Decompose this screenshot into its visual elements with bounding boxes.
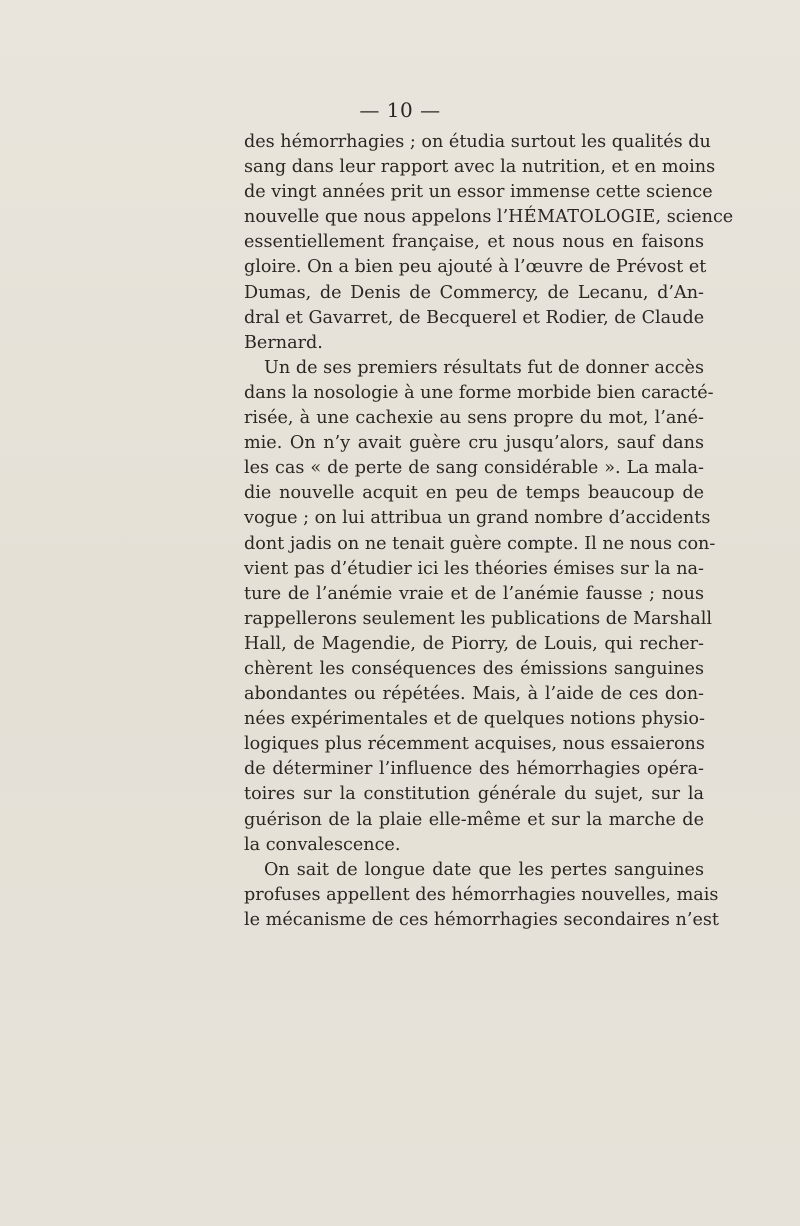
- text-line: dont jadis on ne tenait guère compte. Il ne nous con-: [244, 533, 716, 554]
- text-line: nées expérimentales et de quelques notions physio-: [244, 709, 705, 730]
- text-line: Hall, de Magendie, de Piorry, de Louis, qui recher-: [244, 633, 704, 654]
- text-line: vogue ; on lui attribua un grand nombre d’accidents: [244, 508, 711, 529]
- text-line: Dumas, de Denis de Commercy, de Lecanu, d’An-: [244, 282, 704, 303]
- text-line: de vingt années prit un essor immense cette science: [244, 182, 713, 203]
- page-number: — 10 —: [359, 98, 441, 122]
- text-line: abondantes ou répétées. Mais, à l’aide de ces don-: [244, 684, 704, 705]
- text-line: logiques plus récemment acquises, nous essaierons: [244, 734, 705, 755]
- text-line: vient pas d’étudier ici les théories émises sur la na-: [244, 558, 704, 579]
- text-line: die nouvelle acquit en peu de temps beaucoup de: [244, 483, 704, 504]
- body-text: [244, 130, 734, 933]
- text-line: ture de l’anémie vraie et de l’anémie fausse ; nous: [244, 583, 704, 604]
- text-line: dans la nosologie à une forme morbide bien caracté-: [244, 382, 714, 403]
- text-line: sang dans leur rapport avec la nutrition, et en moins: [244, 157, 716, 178]
- text-fragment: nouvelle que nous appelons l’: [244, 207, 509, 228]
- text-line: dral et Gavarret, de Becquerel et Rodier, de Claude: [244, 307, 705, 328]
- term-hematologie: HÉMATOLOGIE: [508, 207, 656, 228]
- text-line: le mécanisme de ces hémorrhagies secondaires n’est: [244, 909, 719, 930]
- text-line: Bernard.: [244, 332, 323, 353]
- paragraph-start: Un de ses premiers résultats fut de donner accès: [264, 357, 704, 378]
- text-line: guérison de la plaie elle-même et sur la marche de: [244, 809, 704, 830]
- text-line-hematologie: [244, 205, 734, 230]
- text-line: profuses appellent des hémorrhagies nouvelles, mais: [244, 884, 719, 905]
- text-line: toires sur la constitution générale du sujet, sur la: [244, 784, 704, 805]
- text-line: la convalescence.: [244, 834, 401, 855]
- paragraph-start: On sait de longue date que les pertes sanguines: [264, 859, 704, 880]
- text-line: de déterminer l’influence des hémorrhagies opéra-: [244, 759, 704, 780]
- text-line: mie. On n’y avait guère cru jusqu’alors, sauf dans: [244, 433, 704, 454]
- text-line: des hémorrhagies ; on étudia surtout les qualités du: [244, 132, 711, 152]
- text-fragment: , science: [655, 207, 734, 228]
- text-line: les cas « de perte de sang considérable ». La mala-: [244, 458, 704, 479]
- text-line: rappellerons seulement les publications de Marshall: [244, 608, 712, 629]
- text-line: chèrent les conséquences des émissions sanguines: [244, 658, 704, 679]
- text-line: essentiellement française, et nous nous en faisons: [244, 232, 704, 253]
- text-line: gloire. On a bien peu ajouté à l’œuvre de Prévost et: [244, 257, 707, 278]
- text-line: risée, à une cachexie au sens propre du mot, l’ané-: [244, 408, 704, 429]
